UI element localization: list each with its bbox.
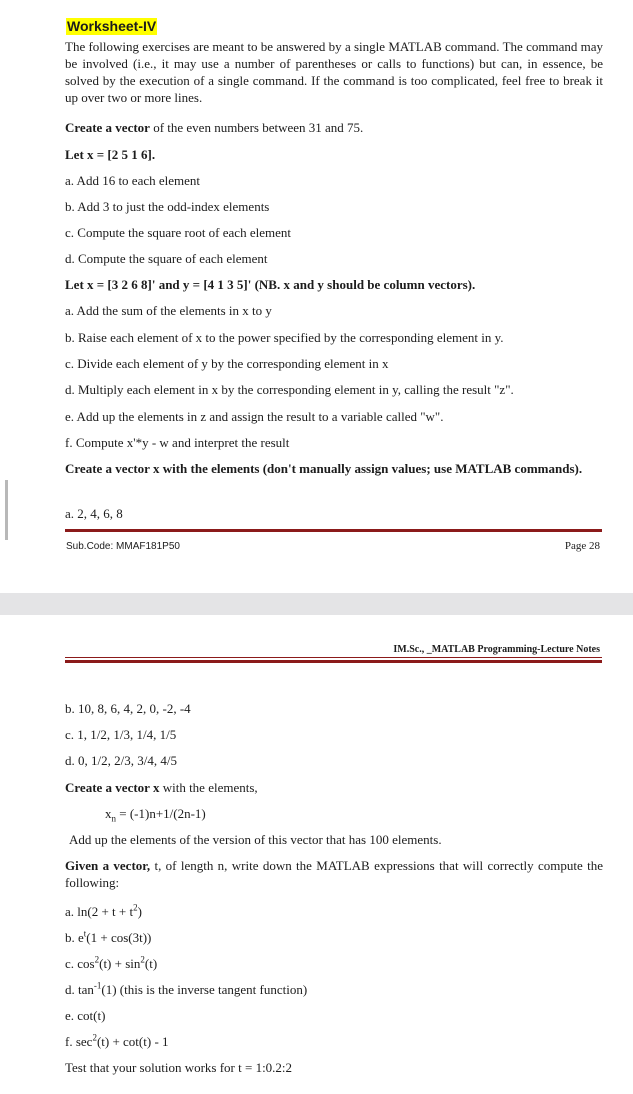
exercise-1-lead: Create a vector <box>65 120 150 135</box>
exercise-5-formula: $x_n = (-1)n+1/(2n-1)$ <box>105 806 206 824</box>
exercise-3-item-b: b. Raise each element of x to the power specified by the corresponding element in y. <box>65 330 504 345</box>
header-course-title: IM.Sc., _MATLAB Programming-Lecture Notes <box>393 644 600 655</box>
exercise-3-item-e: e. Add up the elements in z and assign the result to a variable called "w". <box>65 409 444 424</box>
exercise-4-item-d: d. 0, 1/2, 2/3, 3/4, 4/5 <box>65 753 177 768</box>
page-gap <box>0 593 633 615</box>
exercise-6-lead: Given a vector, <box>65 858 151 873</box>
exercise-6-item-a: a. $\ln(2 + t + t^2)$ <box>65 902 142 919</box>
exercise-5-heading <box>65 779 258 796</box>
test-instruction: Test that your solution works for t = 1:0.2:2 <box>65 1060 293 1075</box>
exercise-3-item-d: d. Multiply each element in x by the corresponding element in y, calling the result "z". <box>65 382 514 397</box>
exercise-5-instruction: Add up the elements of the version of this vector that has 100 elements. <box>69 832 442 847</box>
footer-rule <box>65 529 602 532</box>
exercise-3-heading: Let x = [3 2 6 8]' and y = [4 1 3 5]' (NB. x and y should be column vectors). <box>65 277 476 292</box>
exercise-4-item-b: b. 10, 8, 6, 4, 2, 0, -2, -4 <box>65 701 191 716</box>
exercise-2-item-b: b. Add 3 to just the odd-index elements <box>65 199 270 214</box>
exercise-5-formula-rhs: = (-1)n+1/(2n-1) <box>119 806 206 821</box>
exercise-2-item-a: a. Add 16 to each element <box>65 173 201 188</box>
footer-page-number: Page 28 <box>564 540 600 552</box>
page-29 <box>0 615 633 1094</box>
exercise-5-lead: Create a vector x <box>65 780 160 795</box>
exercise-4-item-a: a. 2, 4, 6, 8 <box>65 506 123 521</box>
exercise-6-item-b: b. $e^t(1 + \cos(3t))$ <box>65 928 152 945</box>
exercise-3-item-a: a. Add the sum of the elements in x to y <box>65 303 272 318</box>
header-rule-thick <box>65 660 602 663</box>
exercise-2-heading: Let x = [2 5 1 6]. <box>65 147 156 162</box>
exercise-6-text: t, of length n, write down the MATLAB expressions that will correctly compute the following: <box>65 858 603 890</box>
worksheet-title: Worksheet-IV <box>67 18 157 34</box>
exercise-1-text: of the even numbers between 31 and 75. <box>149 120 364 135</box>
exercise-5-text: with the elements, <box>159 780 258 795</box>
header-rule-thin <box>65 657 602 658</box>
exercise-1 <box>65 119 363 136</box>
exercise-4-item-c: c. 1, 1/2, 1/3, 1/4, 1/5 <box>65 727 177 742</box>
exercise-6-item-e: e. cot(t) <box>65 1008 106 1023</box>
exercise-2-item-d: d. Compute the square of each element <box>65 251 268 266</box>
exercise-6-heading <box>65 857 603 891</box>
intro-paragraph: The following exercises are meant to be answered by a single MATLAB command. The command may be involved (i.e., it may use a number of parentheses or calls to functions) but can, in essence, be solved by the execution of a single command. If the command is too complicated, feel free to break it up over two or more lines. <box>65 39 603 105</box>
footer-subject-code: Sub.Code: MMAF181P50 <box>66 541 180 552</box>
exercise-3-item-c: c. Divide each element of y by the corresponding element in x <box>65 356 389 371</box>
exercise-3-item-f: f. Compute x'*y - w and interpret the result <box>65 435 290 450</box>
exercise-2-item-c: c. Compute the square root of each element <box>65 225 291 240</box>
exercise-4-heading: Create a vector x with the elements (don't manually assign values; use MATLAB commands). <box>65 461 583 476</box>
exercise-6-item-f: f. $\sec^2(t) + \cot(t) - 1$ <box>65 1032 169 1049</box>
scroll-marker <box>5 480 8 540</box>
exercise-6-item-d: d. $\tan^{-1}(1)$ (this is the inverse tangent function) <box>65 980 308 997</box>
exercise-6-item-c: c. $\cos^2(t) + \sin^2(t)$ <box>65 954 158 971</box>
